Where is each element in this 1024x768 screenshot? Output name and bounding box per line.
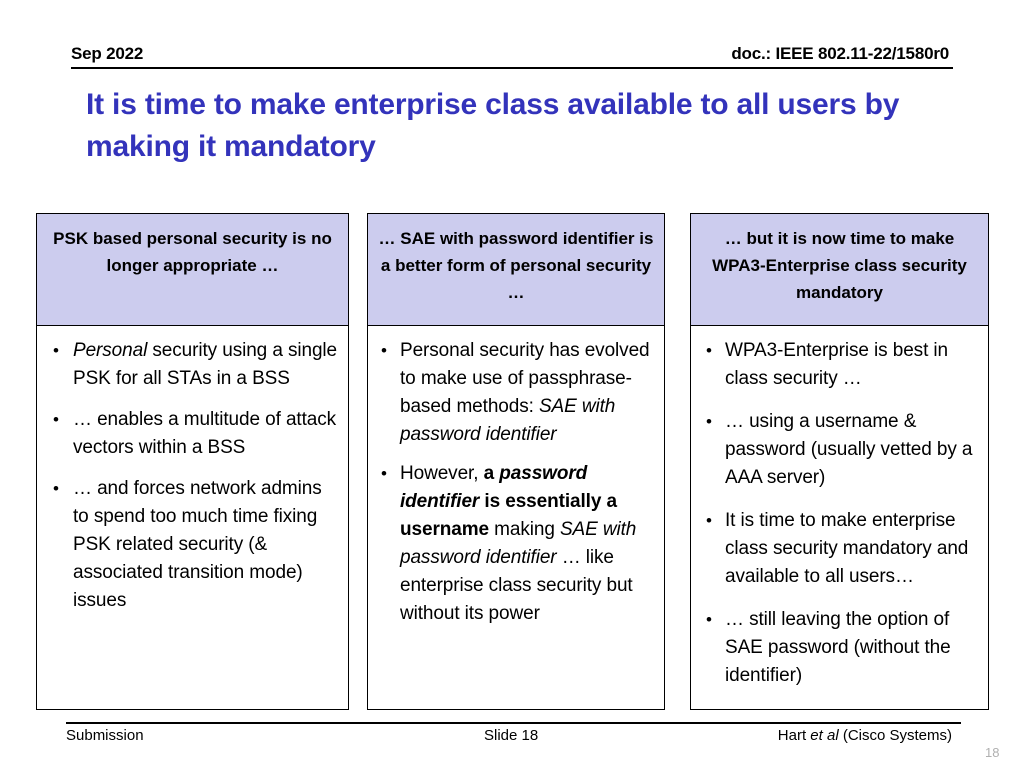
footer-etal: et al [810,727,839,744]
column-1-heading: PSK based personal security is no longer appropriate … [37,214,348,326]
comparison-column-1 [36,213,349,710]
text-run: It is time to make enterprise class security mandatory and available to all users… [725,510,969,587]
footer-submission-label: Submission [66,727,144,744]
page-number: 18 [985,745,1000,760]
header-document-id: doc.: IEEE 802.11-22/1580r0 [731,44,949,63]
text-run: is essentially a username [400,491,617,540]
text-run: … still leaving the option of SAE password (without the identifier) [725,609,951,686]
list-item [697,408,982,492]
text-run: a [483,463,500,484]
text-run: … using a username & password (usually vetted by a AAA server) [725,411,973,488]
text-run: However, [400,463,484,484]
text-run: … like enterprise class security but without its power [400,547,633,624]
text-run: password identifier [400,463,588,512]
text-run: security using a single PSK for all STAs in a BSS [73,340,338,389]
footer-affiliation: (Cisco Systems) [838,727,952,744]
list-item [374,460,658,628]
comparison-column-3 [690,213,989,710]
column-3-bullet-list [697,337,982,690]
slide-header [71,44,953,70]
slide-footer [66,727,961,749]
text-run: making [488,519,560,540]
page-title: It is time to make enterprise class available to all users by making it mandatory [86,88,900,163]
text-run: Personal security has evolved to make use of passphrase-based methods: [400,340,650,417]
column-1-bullet-list [43,337,342,615]
list-item [43,406,342,462]
text-run: … enables a multitude of attack vectors within a BSS [73,409,337,458]
list-item [697,606,982,690]
text-run: … and forces network admins to spend too much time fixing PSK related security (& associated transition mode) issues [73,478,322,611]
column-2-bullet-list [374,337,658,628]
list-item [697,507,982,591]
column-3-heading: … but it is now time to make WPA3-Enterprise class security mandatory [691,214,988,326]
text-run: Personal [73,340,148,361]
list-item [43,475,342,615]
header-date: Sep 2022 [71,44,144,63]
text-run: SAE with password identifier [400,396,616,445]
column-2-body [368,326,664,628]
column-1-body [37,326,348,615]
text-run: WPA3-Enterprise is best in class security … [725,340,949,389]
list-item [374,337,658,449]
column-3-body [691,326,988,690]
footer-divider [66,722,961,724]
footer-authors [778,727,952,744]
footer-author-name: Hart [777,727,811,744]
list-item [697,337,982,393]
footer-slide-number: Slide 18 [484,727,539,744]
header-divider [71,67,953,69]
list-item [43,337,342,393]
column-2-heading: … SAE with password identifier is a better form of personal security … [368,214,664,326]
comparison-column-2 [367,213,665,710]
text-run: SAE with password identifier [400,519,637,568]
